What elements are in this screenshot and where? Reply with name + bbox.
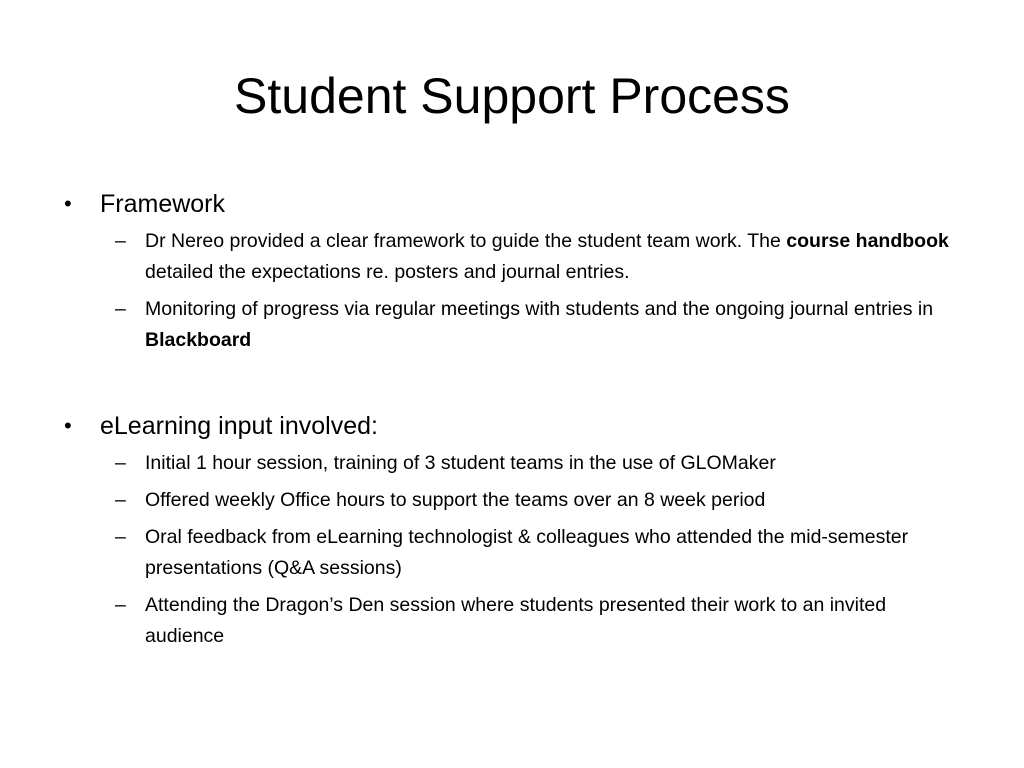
dash-icon: – xyxy=(115,594,126,616)
sub-item-text: Offered weekly Office hours to support the teams over an 8 week period xyxy=(145,489,766,511)
sub-item xyxy=(58,522,958,584)
section-gap xyxy=(58,362,958,408)
bullet-framework xyxy=(58,186,958,222)
bullet-heading: eLearning input involved: xyxy=(100,412,378,440)
framework-subitems xyxy=(58,226,958,356)
bullet-icon: • xyxy=(64,413,72,438)
sub-item xyxy=(58,590,958,652)
elearning-subitems xyxy=(58,448,958,652)
bullet-elearning xyxy=(58,408,958,444)
sub-item-text: Initial 1 hour session, training of 3 student teams in the use of GLOMaker xyxy=(145,452,776,474)
sub-item-text: Monitoring of progress via regular meetings with students and the ongoing journal entries in xyxy=(145,298,934,320)
sub-item xyxy=(58,294,958,356)
sub-item xyxy=(58,448,958,479)
sub-item-text: Attending the Dragon’s Den session where students presented their work to an invited audience xyxy=(145,594,887,647)
dash-icon: – xyxy=(115,526,126,548)
dash-icon: – xyxy=(115,298,126,320)
dash-icon: – xyxy=(115,489,126,511)
sub-item-text: Oral feedback from eLearning technologist & colleagues who attended the mid-semester presentations (Q&A sessions) xyxy=(145,526,909,579)
sub-item-emphasis: course handbook xyxy=(786,230,949,252)
slide-title: Student Support Process xyxy=(234,68,790,124)
dash-icon: – xyxy=(115,230,126,252)
sub-item-text: Dr Nereo provided a clear framework to guide the student team work. The xyxy=(145,230,787,252)
sub-item xyxy=(58,485,958,516)
bullet-icon: • xyxy=(64,191,72,216)
bullet-heading: Framework xyxy=(100,190,226,218)
dash-icon: – xyxy=(115,452,126,474)
sub-item-text: detailed the expectations re. posters and journal entries. xyxy=(145,261,630,283)
slide-content xyxy=(58,186,958,658)
sub-item xyxy=(58,226,958,288)
sub-item-emphasis: Blackboard xyxy=(145,329,252,351)
